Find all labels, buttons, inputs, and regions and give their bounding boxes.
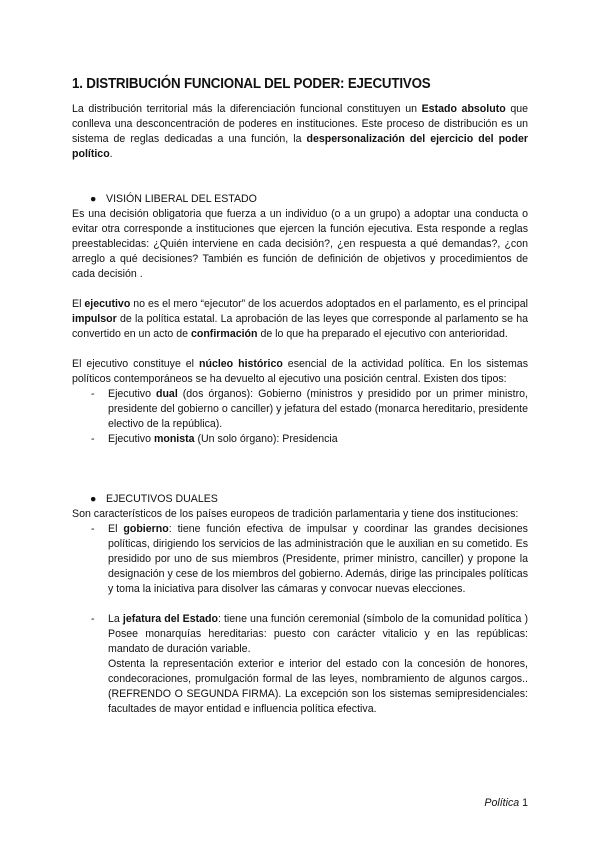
list-item-extra-text: Ostenta la representación exterior e interior del estado con la concesión de honores, condecoraciones, promulgación formal de las leyes, nombramiento de algunos cargos.. (REFRENDO O SEGUNDA FIRMA). La excepción son los sistemas semipresidenciales: facultades de mayor entidad e influencia política efectiva. xyxy=(108,658,528,715)
duales-list xyxy=(72,522,528,597)
document-page xyxy=(72,64,528,717)
list-item-text: La xyxy=(108,613,123,625)
executive-types-list xyxy=(72,387,528,447)
dash-marker: - xyxy=(91,388,95,400)
dash-marker: - xyxy=(91,433,95,445)
dash-marker: - xyxy=(91,523,95,535)
page-footer xyxy=(484,797,528,809)
section-heading: 1. DISTRIBUCIÓN FUNCIONAL DEL PODER: EJECUTIVOS xyxy=(72,76,431,92)
list-item xyxy=(72,612,528,717)
footer-title: Política xyxy=(484,797,520,809)
duales-list-2 xyxy=(72,612,528,717)
list-item xyxy=(72,387,528,432)
list-item-text: Ejecutivo xyxy=(108,388,156,400)
intro-text: que conlleva una desconcentración de poderes en instituciones. Este proceso de distribución es un sistema de reglas dedicadas a una función, la xyxy=(72,103,529,145)
page-number: 1 xyxy=(522,797,528,809)
bold-ejecutivo: ejecutivo xyxy=(84,298,131,310)
intro-paragraph xyxy=(72,102,528,162)
bullet-icon: ● xyxy=(90,193,97,205)
list-item xyxy=(72,432,528,447)
vision-liberal-paragraph: Es una decisión obligatoria que fuerza a un individuo (o a un grupo) a adoptar una conducta o evitar otra corresponde a instituciones que ejercen la función ejecutiva. Esta responde a reglas preestablecidas: ¿Quién interviene en cada decisión?, ¿en respuesta a qué demandas?, ¿con arreglo a qué decisiones? También es función de definición de objetivos y procedimientos de cada decisión . xyxy=(72,208,528,280)
para-text: de lo que ha preparado el ejecutivo con anterioridad. xyxy=(257,328,508,340)
list-item-text: El xyxy=(108,523,124,535)
bold-impulsor: impulsor xyxy=(72,313,117,325)
intro-bold-estado: Estado absoluto xyxy=(421,103,506,115)
list-item-text: Ejecutivo xyxy=(108,433,154,445)
intro-bold-despersonalizacion: despersonalización del ejercicio del poder político xyxy=(72,133,528,160)
list-item-text: (Un solo órgano): Presidencia xyxy=(194,433,338,445)
list-item xyxy=(72,522,528,597)
para-text: de la política estatal. La aprobación de las leyes que corresponde al parlamento se ha convertido en un acto de xyxy=(72,313,528,340)
intro-text: . xyxy=(109,148,113,160)
nucleo-paragraph xyxy=(72,357,528,387)
para-text: esencial de la actividad política. En los sistemas políticos contemporáneos se ha devuelto al ejecutivo una posición central. Existen dos tipos: xyxy=(72,358,528,385)
para-text: no es el mero “ejecutor” de los acuerdos adoptados en el parlamento, es el principal xyxy=(130,298,528,310)
list-item-text: (dos órganos): Gobierno (ministros y presidido por un primer ministro, presidente del gobierno o canciller) y jefatura del estado (monarca hereditario, presidente electivo de la república). xyxy=(108,388,528,430)
dash-marker: - xyxy=(91,613,95,625)
ejecutivo-paragraph xyxy=(72,297,528,342)
duales-paragraph: Son característicos de los países europeos de tradición parlamentaria y tiene dos instituciones: xyxy=(72,508,519,520)
bold-gobierno: gobierno xyxy=(123,523,169,535)
bullet-heading-label: EJECUTIVOS DUALES xyxy=(106,493,218,505)
para-text: El xyxy=(72,298,85,310)
bold-monista: monista xyxy=(153,433,195,445)
bold-dual: dual xyxy=(155,388,178,400)
bullet-heading-ejecutivos-duales xyxy=(72,492,528,507)
bold-jefatura-estado: jefatura del Estado xyxy=(122,613,218,625)
list-item-text: : tiene función efectiva de impulsar y coordinar las grandes decisiones políticas, dirigiendo los servicios de las administración que le auxilian en su cometido. Es presidido por uno de sus miembros (Presidente, primer ministro, canciller) y propone la designación y cese de los miembros del gobierno. Además, dirige las principales políticas y toma la iniciativa para disolver las cámaras y convocar nuevas elecciones. xyxy=(108,523,528,595)
bullet-heading-vision-liberal xyxy=(72,192,528,207)
para-text: El ejecutivo constituye el xyxy=(72,358,199,370)
bold-confirmacion: confirmación xyxy=(190,328,258,340)
intro-text: La distribución territorial más la diferenciación funcional constituyen un xyxy=(72,103,422,115)
list-item-text: : tiene una función ceremonial (símbolo de la comunidad política ) Posee monarquías hereditarias: puesto con carácter vitalicio y en las repúblicas: mandato de duración variable. xyxy=(108,613,528,655)
bold-nucleo-historico: núcleo histórico xyxy=(199,358,283,370)
bullet-heading-label: VISIÓN LIBERAL DEL ESTADO xyxy=(106,193,257,205)
bullet-icon: ● xyxy=(90,493,97,505)
